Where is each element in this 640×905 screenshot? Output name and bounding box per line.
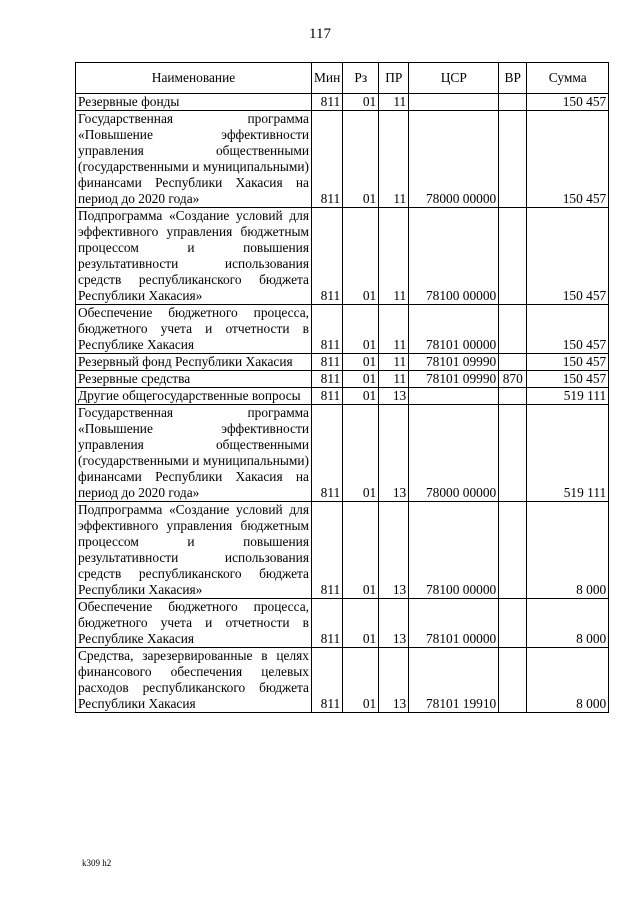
cell-vr xyxy=(499,599,527,648)
cell-pr: 11 xyxy=(379,94,409,111)
cell-pr: 13 xyxy=(379,648,409,713)
cell-min: 811 xyxy=(312,111,343,208)
cell-name: Обеспечение бюджетного процесса, бюджетного учета и отчетности в Республике Хакасия xyxy=(76,599,312,648)
table-row xyxy=(76,502,609,599)
cell-min: 811 xyxy=(312,405,343,502)
cell-csr: 78101 19910 xyxy=(409,648,499,713)
cell-sum: 150 457 xyxy=(527,305,609,354)
cell-vr xyxy=(499,354,527,371)
cell-name: Подпрограмма «Создание условий для эффективного управления бюджетным процессом и повышения результативности использования средств республиканского бюджета Республики Хакасия» xyxy=(76,208,312,305)
cell-rz: 01 xyxy=(343,405,379,502)
cell-vr xyxy=(499,94,527,111)
cell-csr: 78000 00000 xyxy=(409,405,499,502)
table-row xyxy=(76,648,609,713)
cell-pr: 13 xyxy=(379,405,409,502)
cell-csr: 78101 09990 xyxy=(409,371,499,388)
cell-min: 811 xyxy=(312,354,343,371)
cell-sum: 8 000 xyxy=(527,502,609,599)
cell-vr xyxy=(499,305,527,354)
cell-min: 811 xyxy=(312,371,343,388)
table-body xyxy=(76,94,609,713)
table-row xyxy=(76,405,609,502)
cell-vr: 870 xyxy=(499,371,527,388)
cell-rz: 01 xyxy=(343,388,379,405)
cell-csr xyxy=(409,94,499,111)
cell-csr: 78000 00000 xyxy=(409,111,499,208)
header-sum: Сумма xyxy=(527,63,609,94)
page-number: 117 xyxy=(309,26,331,42)
cell-vr xyxy=(499,111,527,208)
cell-min: 811 xyxy=(312,648,343,713)
header-min: Мин xyxy=(312,63,343,94)
cell-sum: 519 111 xyxy=(527,388,609,405)
cell-min: 811 xyxy=(312,388,343,405)
cell-name: Резервный фонд Республики Хакасия xyxy=(76,354,312,371)
header-name: Наименование xyxy=(76,63,312,94)
header-vr: ВР xyxy=(499,63,527,94)
cell-min: 811 xyxy=(312,305,343,354)
cell-name: Другие общегосударственные вопросы xyxy=(76,388,312,405)
table-row xyxy=(76,305,609,354)
cell-min: 811 xyxy=(312,502,343,599)
cell-pr: 11 xyxy=(379,354,409,371)
cell-name: Подпрограмма «Создание условий для эффективного управления бюджетным процессом и повышения результативности использования средств республиканского бюджета Республики Хакасия» xyxy=(76,502,312,599)
cell-csr: 78101 00000 xyxy=(409,305,499,354)
cell-pr: 13 xyxy=(379,502,409,599)
cell-name: Резервные средства xyxy=(76,371,312,388)
cell-csr: 78101 09990 xyxy=(409,354,499,371)
cell-pr: 11 xyxy=(379,208,409,305)
cell-rz: 01 xyxy=(343,502,379,599)
cell-vr xyxy=(499,208,527,305)
cell-rz: 01 xyxy=(343,208,379,305)
cell-sum: 8 000 xyxy=(527,648,609,713)
cell-pr: 11 xyxy=(379,371,409,388)
cell-vr xyxy=(499,388,527,405)
cell-name: Государственная программа «Повышение эффективности управления общественными (государственными и муниципальными) финансами Республики Хакасия на период до 2020 года» xyxy=(76,111,312,208)
table-row xyxy=(76,599,609,648)
cell-sum: 150 457 xyxy=(527,208,609,305)
cell-pr: 11 xyxy=(379,305,409,354)
cell-rz: 01 xyxy=(343,354,379,371)
budget-table xyxy=(75,62,609,713)
table-row xyxy=(76,371,609,388)
header-pr: ПР xyxy=(379,63,409,94)
cell-pr: 13 xyxy=(379,388,409,405)
header-rz: Рз xyxy=(343,63,379,94)
cell-rz: 01 xyxy=(343,111,379,208)
cell-rz: 01 xyxy=(343,599,379,648)
table-row xyxy=(76,208,609,305)
cell-min: 811 xyxy=(312,94,343,111)
cell-name: Обеспечение бюджетного процесса, бюджетного учета и отчетности в Республике Хакасия xyxy=(76,305,312,354)
cell-sum: 150 457 xyxy=(527,371,609,388)
cell-name: Средства, зарезервированные в целях финансового обеспечения целевых расходов республиканского бюджета Республики Хакасия xyxy=(76,648,312,713)
cell-rz: 01 xyxy=(343,94,379,111)
footer-code: k309 h2 xyxy=(82,858,112,868)
table-header-row xyxy=(76,63,609,94)
cell-min: 811 xyxy=(312,599,343,648)
table-row xyxy=(76,111,609,208)
cell-rz: 01 xyxy=(343,371,379,388)
cell-name: Резервные фонды xyxy=(76,94,312,111)
cell-sum: 150 457 xyxy=(527,354,609,371)
cell-vr xyxy=(499,502,527,599)
cell-rz: 01 xyxy=(343,305,379,354)
cell-csr xyxy=(409,388,499,405)
cell-min: 811 xyxy=(312,208,343,305)
table-row xyxy=(76,94,609,111)
cell-rz: 01 xyxy=(343,648,379,713)
cell-vr xyxy=(499,405,527,502)
cell-sum: 150 457 xyxy=(527,94,609,111)
table-row xyxy=(76,388,609,405)
cell-vr xyxy=(499,648,527,713)
cell-name: Государственная программа «Повышение эффективности управления общественными (государственными и муниципальными) финансами Республики Хакасия на период до 2020 года» xyxy=(76,405,312,502)
cell-csr: 78100 00000 xyxy=(409,502,499,599)
cell-csr: 78100 00000 xyxy=(409,208,499,305)
cell-pr: 11 xyxy=(379,111,409,208)
cell-sum: 150 457 xyxy=(527,111,609,208)
cell-sum: 519 111 xyxy=(527,405,609,502)
cell-csr: 78101 00000 xyxy=(409,599,499,648)
header-csr: ЦСР xyxy=(409,63,499,94)
table-row xyxy=(76,354,609,371)
cell-pr: 13 xyxy=(379,599,409,648)
cell-sum: 8 000 xyxy=(527,599,609,648)
